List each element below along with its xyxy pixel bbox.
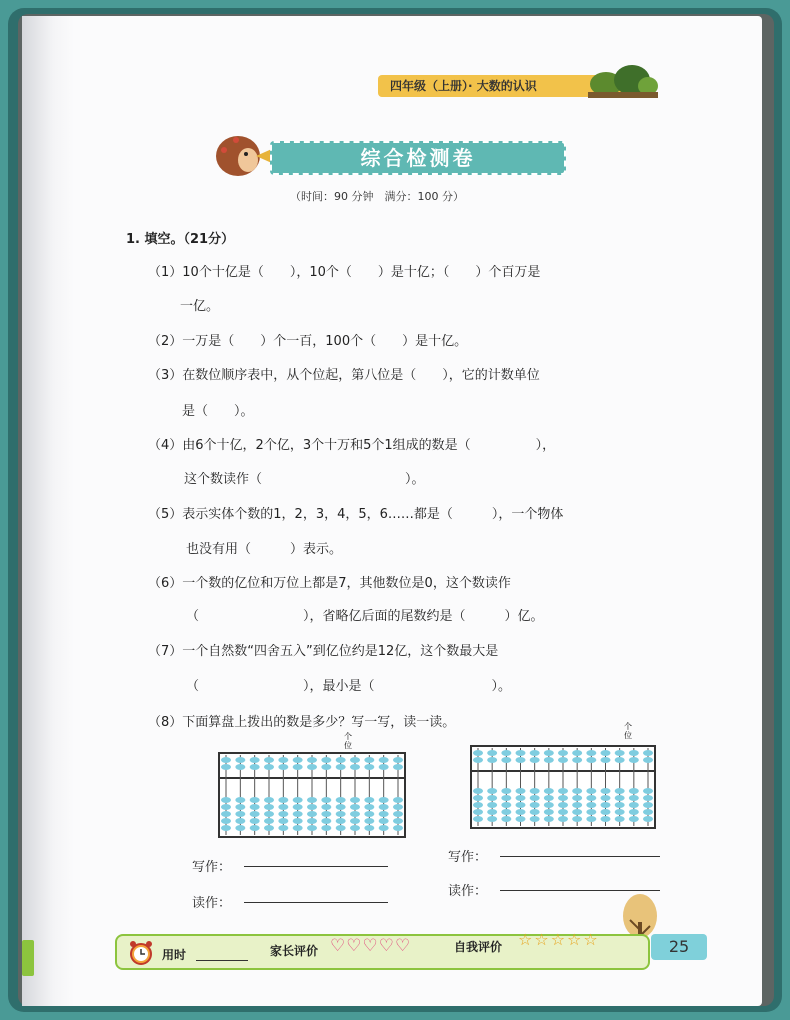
abacus-bead [629,802,639,808]
abacus-bead [364,811,374,817]
abacus-bead [586,809,596,815]
heart-icon[interactable]: ♡ [346,936,363,956]
abacus-bead [501,795,511,801]
abacus-bead [516,795,526,801]
abacus-bead [530,757,540,763]
abacus-bead [643,816,653,822]
abacus-bead [530,750,540,756]
abacus-bead [293,818,303,824]
star-icon[interactable]: ☆ [550,930,568,949]
abacus-bead [501,788,511,794]
abacus-bead [473,809,483,815]
abacus-bead [336,804,346,810]
abacus-bead [364,797,374,803]
abacus-bead [364,764,374,770]
abacus-bead [250,764,260,770]
abacus-bead [643,802,653,808]
abacus-bead [516,816,526,822]
abacus-bead [379,764,389,770]
abacus-bead [221,757,231,763]
abacus-bead [250,825,260,831]
abacus-bead [501,750,511,756]
abacus-bead [350,764,360,770]
abacus-bead [293,811,303,817]
abacus-bead [544,788,554,794]
abacus-bead [643,757,653,763]
abacus-bead [221,818,231,824]
abacus-bead [544,750,554,756]
self-eval-label: 自我评价 [454,940,503,954]
abacus-bead [235,804,245,810]
abacus-bead [278,757,288,763]
page-number: 25 [651,934,707,960]
abacus-bead [393,818,403,824]
read-label-left: 读作： [192,896,232,911]
abacus-bead [235,825,245,831]
abacus-bead [278,825,288,831]
heart-icon[interactable]: ♡ [378,936,395,956]
question-1: （1）10个十亿是（ ），10个（ ）是十亿；（ ）个百万是 [148,265,541,280]
abacus-bead [235,811,245,817]
abacus-bead [307,757,317,763]
abacus-bead [629,816,639,822]
abacus-bead [487,802,497,808]
abacus-bead [307,825,317,831]
abacus-bead [643,809,653,815]
abacus-bead [393,825,403,831]
abacus-bead [487,809,497,815]
abacus-bead [487,757,497,763]
heart-icon[interactable]: ♡ [330,936,347,956]
read-line-left[interactable] [244,902,388,903]
write-line-right[interactable] [500,856,660,857]
abacus-bead [558,802,568,808]
question-8: （8）下面算盘上拨出的数是多少？写一写，读一读。 [148,715,456,730]
abacus-bead [278,818,288,824]
abacus-bead [473,816,483,822]
abacus-bead [321,811,331,817]
abacus-bead [615,757,625,763]
abacus-bead [235,797,245,803]
abacus-bead [379,757,389,763]
star-icon[interactable]: ☆ [567,930,584,949]
abacus-bead [321,804,331,810]
abacus-bead [379,797,389,803]
abacus-bead [221,811,231,817]
abacus-bead [350,811,360,817]
abacus-bead [473,795,483,801]
question-7-cont: （ ），最小是（ ）。 [186,679,512,694]
abacus-bead [530,809,540,815]
abacus-bead [601,816,611,822]
abacus-bead [572,816,582,822]
abacus-bead [473,788,483,794]
abacus-bead [558,750,568,756]
abacus-bead [336,818,346,824]
abacus-bead [586,788,596,794]
abacus-bead [558,809,568,815]
abacus-bead [364,757,374,763]
abacus-bead [336,797,346,803]
abacus-bead [544,802,554,808]
abacus-bead [293,825,303,831]
question-6: （6）一个数的亿位和万位上都是7，其他数位是0，这个数读作 [148,576,511,591]
abacus-bead [629,795,639,801]
abacus-bead [264,811,274,817]
abacus-bead [364,818,374,824]
abacus-bead [250,818,260,824]
write-label-left: 写作： [192,860,232,875]
abacus-bead [572,757,582,763]
abacus-bead [516,788,526,794]
left-tab [22,940,34,976]
abacus-bead [501,802,511,808]
abacus-bead [530,816,540,822]
abacus-bead [379,818,389,824]
abacus-bead [336,811,346,817]
abacus-bead [601,809,611,815]
book-spine [22,16,74,1006]
question-3-cont: 是（ ）。 [182,404,254,419]
abacus-bead [264,825,274,831]
question-5-cont: 也没有用（ ）表示。 [186,542,343,557]
abacus-bead [629,750,639,756]
abacus-bead [615,795,625,801]
test-title: 综合检测卷 [270,141,566,175]
abacus-bead [487,816,497,822]
time-info: （时间：90 分钟 满分：100 分） [290,190,464,203]
time-input-line[interactable] [196,960,248,961]
heart-rating[interactable] [330,936,411,956]
abacus-bead [364,825,374,831]
abacus-bead [393,804,403,810]
abacus-bead [530,795,540,801]
write-label-right: 写作： [448,850,488,865]
abacus-bead [516,802,526,808]
abacus-bead [264,764,274,770]
abacus-bead [350,825,360,831]
abacus-left [218,752,406,838]
abacus-bead [321,818,331,824]
abacus-bead [530,788,540,794]
abacus-bead [544,816,554,822]
abacus-bead [321,764,331,770]
abacus-bead [615,750,625,756]
read-line-right[interactable] [500,890,660,891]
abacus-bead [379,825,389,831]
abacus-bead [379,804,389,810]
abacus-bead [307,764,317,770]
abacus-bead [321,825,331,831]
abacus-bead [264,818,274,824]
heart-icon[interactable]: ♡ [395,936,412,956]
abacus-bead [501,757,511,763]
abacus-bead [586,816,596,822]
abacus-bead [278,764,288,770]
abacus-bead [350,804,360,810]
header-banner: 四年级（上册）· 大数的认识 [378,75,628,97]
abacus-bead [558,788,568,794]
abacus-bead [336,757,346,763]
question-2: （2）一万是（ ）个一百，100个（ ）是十亿。 [148,334,468,349]
question-1-cont: 一亿。 [180,299,220,314]
abacus-bead [615,802,625,808]
abacus-bead [293,757,303,763]
abacus-bead [278,804,288,810]
abacus-bead [264,804,274,810]
abacus-bead [321,797,331,803]
abacus-bead [516,750,526,756]
abacus-bead [601,750,611,756]
abacus-bead [586,750,596,756]
abacus-bead [221,764,231,770]
abacus-bead [350,818,360,824]
abacus-bead [586,795,596,801]
heart-icon[interactable]: ♡ [362,936,379,956]
abacus-bead [572,802,582,808]
abacus-bead [393,811,403,817]
abacus-bead [572,795,582,801]
abacus-bead [601,795,611,801]
write-line-left[interactable] [244,866,388,867]
abacus-bead [473,802,483,808]
abacus-bead [615,816,625,822]
abacus-bead [250,811,260,817]
abacus-bead [558,757,568,763]
abacus-bead [321,757,331,763]
abacus-bead [235,757,245,763]
question-5: （5）表示实体个数的1，2，3，4，5，6……都是（ ），一个物体 [148,507,564,522]
abacus-bead [601,802,611,808]
abacus-bead [221,797,231,803]
abacus-bead [250,804,260,810]
abacus-bead [307,804,317,810]
question-3: （3）在数位顺序表中，从个位起，第八位是（ ），它的计数单位 [148,368,540,383]
abacus-bead [586,757,596,763]
abacus-bead [307,797,317,803]
abacus-bead [629,757,639,763]
abacus-bead [250,797,260,803]
abacus-bead [264,797,274,803]
abacus-bead [487,788,497,794]
abacus-bead [558,795,568,801]
abacus-right [470,745,656,829]
abacus-bead [393,797,403,803]
abacus-bead [364,804,374,810]
abacus-bead [586,802,596,808]
question-4-cont: 这个数读作（ ）。 [184,472,425,487]
abacus-bead [278,811,288,817]
abacus-bead [221,804,231,810]
abacus-bead [501,809,511,815]
question-4: （4）由6个十亿，2个亿，3个十万和5个1组成的数是（ ）， [148,438,556,453]
abacus-bead [643,788,653,794]
hedgehog-icon [212,126,278,182]
abacus-bead [487,795,497,801]
abacus-bead [473,757,483,763]
abacus-bead [544,809,554,815]
section-heading: 1. 填空。（21分） [126,232,235,247]
abacus-bead [643,795,653,801]
abacus-bead [264,757,274,763]
abacus-bead [530,802,540,808]
abacus-bead [544,757,554,763]
read-label-right: 读作： [448,884,488,899]
abacus-bead [572,750,582,756]
abacus-bead [558,816,568,822]
abacus-bead [278,797,288,803]
abacus-bead [293,797,303,803]
abacus-bead [473,750,483,756]
abacus-bead [487,750,497,756]
question-6-cont: （ ），省略亿后面的尾数约是（ ）亿。 [186,609,544,624]
abacus-bead [379,811,389,817]
abacus-bead [350,757,360,763]
abacus-bead [629,809,639,815]
star-icon[interactable]: ☆ [583,930,600,949]
question-7: （7）一个自然数“四舍五入”到亿位约是12亿，这个数最大是 [148,644,499,659]
abacus-bead [615,809,625,815]
abacus-bead [629,788,639,794]
unit-label-right: 个位 [624,722,632,740]
abacus-bead [601,757,611,763]
abacus-bead [501,816,511,822]
star-icon[interactable]: ☆ [534,930,551,949]
abacus-bead [307,818,317,824]
unit-label-left: 个位 [344,732,352,750]
abacus-bead [601,788,611,794]
time-label: 用时 [162,948,187,962]
abacus-bead [336,764,346,770]
alarm-clock-icon [128,940,154,966]
abacus-bead [235,818,245,824]
abacus-bead [643,750,653,756]
star-rating[interactable] [518,930,600,949]
star-icon[interactable]: ☆ [518,930,535,949]
abacus-bead [336,825,346,831]
abacus-bead [235,764,245,770]
abacus-bead [221,825,231,831]
parent-eval-label: 家长评价 [270,944,319,958]
abacus-bead [307,811,317,817]
abacus-bead [393,757,403,763]
abacus-bead [572,788,582,794]
abacus-bead [544,795,554,801]
abacus-bead [393,764,403,770]
abacus-bead [516,809,526,815]
abacus-bead [615,788,625,794]
abacus-bead [350,797,360,803]
abacus-bead [572,809,582,815]
trees-icon [588,58,658,98]
abacus-bead [250,757,260,763]
abacus-bead [293,804,303,810]
abacus-bead [516,757,526,763]
abacus-bead [293,764,303,770]
